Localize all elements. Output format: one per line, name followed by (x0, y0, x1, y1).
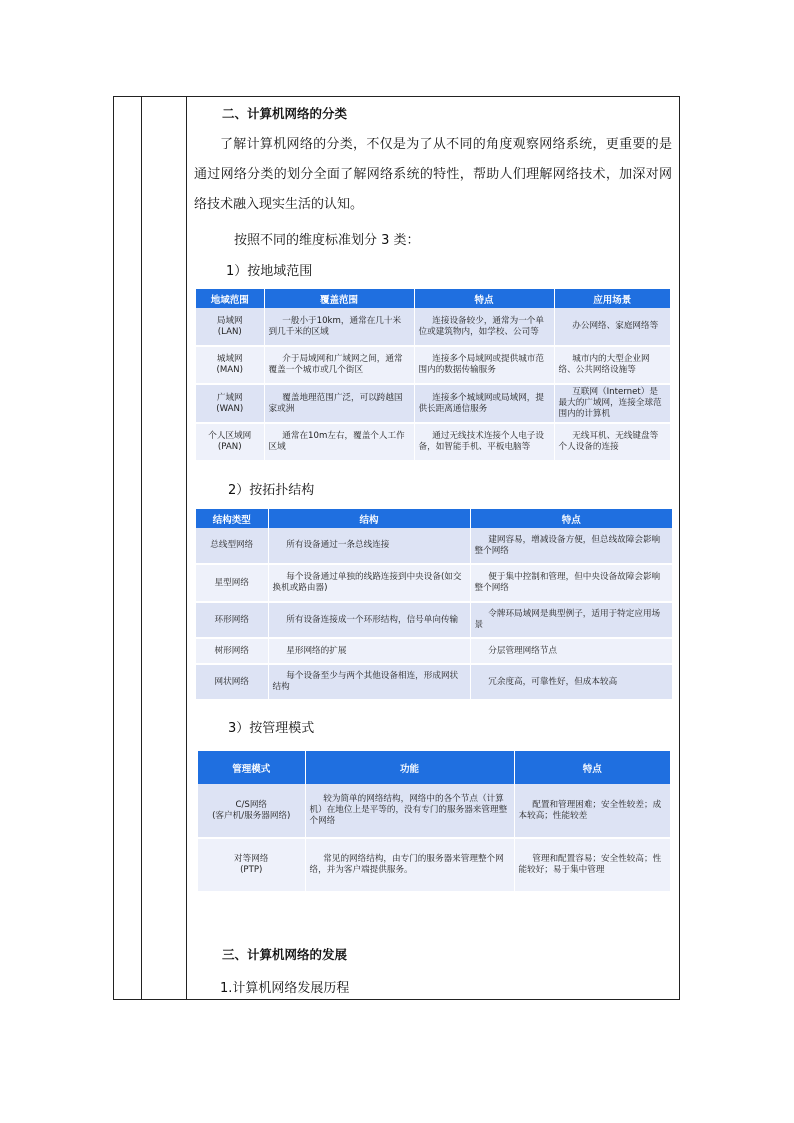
table-cell: 连接多个局域网或提供城市范围内的数据传输服务 (414, 346, 554, 384)
table-cell: C/S网络 (客户机/服务器网络) (198, 784, 305, 838)
section3-title: 三、计算机网络的发展 (222, 947, 348, 962)
table-row (198, 784, 670, 838)
table-cell: 通过无线技术连接个人电子设备，如智能手机、平板电脑等 (414, 423, 554, 461)
table-cell: 办公网络、家庭网络等 (554, 308, 670, 346)
table-cell: 令牌环局域网是典型例子，适用于特定应用场景 (470, 602, 672, 638)
table-cell: 一般小于10km，通常在几十米到几千米的区域 (264, 308, 414, 346)
table-cell: 分层管理网络节点 (470, 638, 672, 664)
column-header: 特点 (514, 751, 670, 784)
column-header: 功能 (305, 751, 514, 784)
table-cell: 介于局域网和广域网之间，通常覆盖一个城市或几个街区 (264, 346, 414, 384)
content-cell (186, 96, 680, 1000)
table-cell: 所有设备连接成一个环形结构，信号单向传输 (268, 602, 470, 638)
table-row (196, 564, 672, 602)
table-region-networks (196, 289, 670, 462)
column-header: 地域范围 (196, 289, 264, 308)
subheading-topology: 2）按拓扑结构 (228, 483, 315, 498)
table-cell: 局域网 (LAN) (196, 308, 264, 346)
table-cell: 冗余度高，可靠性好，但成本较高 (470, 664, 672, 700)
table-cell: 城域网 (MAN) (196, 346, 264, 384)
table-topology (196, 509, 672, 701)
table-cell: 星型网络 (196, 564, 268, 602)
table-cell: 较为简单的网络结构，网络中的各个节点（计算机）在地位上是平等的，没有专门的服务器来管理整个网络 (305, 784, 514, 838)
table-cell: 城市内的大型企业网络、公共网络设施等 (554, 346, 670, 384)
table-cell: 连接设备较少，通常为一个单位或建筑物内，如学校、公司等 (414, 308, 554, 346)
column-divider (141, 97, 142, 999)
table-cell: 个人区域网 (PAN) (196, 423, 264, 461)
table-cell: 通常在10m左右，覆盖个人工作区域 (264, 423, 414, 461)
table-row (196, 423, 670, 461)
section2-intro: 按照不同的维度标准划分 3 类： (234, 233, 420, 248)
table-cell: 覆盖地理范围广泛，可以跨越国家或洲 (264, 384, 414, 423)
table-cell: 网状网络 (196, 664, 268, 700)
table-cell: 广域网 (WAN) (196, 384, 264, 423)
table-cell: 互联网（Internet）是最大的广域网，连接全球范围内的计算机 (554, 384, 670, 423)
table-row (196, 638, 672, 664)
section2-paragraph: 了解计算机网络的分类，不仅是为了从不同的角度观察网络系统，更重要的是通过网络分类的划分全面了解网络系统的特性，帮助人们理解网络技术，加深对网络技术融入现实生活的认知。 (194, 137, 672, 212)
subheading-region: 1）按地域范围 (226, 264, 313, 279)
table-row (196, 346, 670, 384)
column-header: 管理模式 (198, 751, 305, 784)
section3-subheading: 1.计算机网络发展历程 (220, 981, 350, 996)
table-row (196, 602, 672, 638)
column-header: 特点 (470, 509, 672, 528)
column-header: 特点 (414, 289, 554, 308)
table-row (196, 384, 670, 423)
column-header: 应用场景 (554, 289, 670, 308)
table-cell: 常见的网络结构，由专门的服务器来管理整个网络，并为客户端提供服务。 (305, 838, 514, 892)
table-row (196, 308, 670, 346)
table-row (198, 838, 670, 892)
table-cell: 星形网络的扩展 (268, 638, 470, 664)
table-cell: 连接多个城域网或局域网，提供长距离通信服务 (414, 384, 554, 423)
table-management (198, 751, 670, 893)
table-cell: 对等网络 (PTP) (198, 838, 305, 892)
table-row (196, 664, 672, 700)
table-cell: 配置和管理困难；安全性较差；成本较高；性能较差 (514, 784, 670, 838)
table-cell: 无线耳机、无线键盘等个人设备的连接 (554, 423, 670, 461)
table-cell: 树形网络 (196, 638, 268, 664)
table-cell: 环形网络 (196, 602, 268, 638)
table-cell: 每个设备通过单独的线路连接到中央设备(如交换机或路由器) (268, 564, 470, 602)
section2-title: 二、计算机网络的分类 (222, 106, 348, 121)
table-cell: 每个设备至少与两个其他设备相连，形成网状结构 (268, 664, 470, 700)
subheading-management: 3）按管理模式 (228, 721, 315, 736)
table-row (196, 528, 672, 564)
table-cell: 所有设备通过一条总线连接 (268, 528, 470, 564)
column-header: 覆盖范围 (264, 289, 414, 308)
column-header: 结构 (268, 509, 470, 528)
table-cell: 便于集中控制和管理，但中央设备故障会影响整个网络 (470, 564, 672, 602)
column-header: 结构类型 (196, 509, 268, 528)
table-cell: 总线型网络 (196, 528, 268, 564)
table-cell: 建网容易，增减设备方便，但总线故障会影响整个网络 (470, 528, 672, 564)
table-cell: 管理和配置容易；安全性较高；性能较好；易于集中管理 (514, 838, 670, 892)
